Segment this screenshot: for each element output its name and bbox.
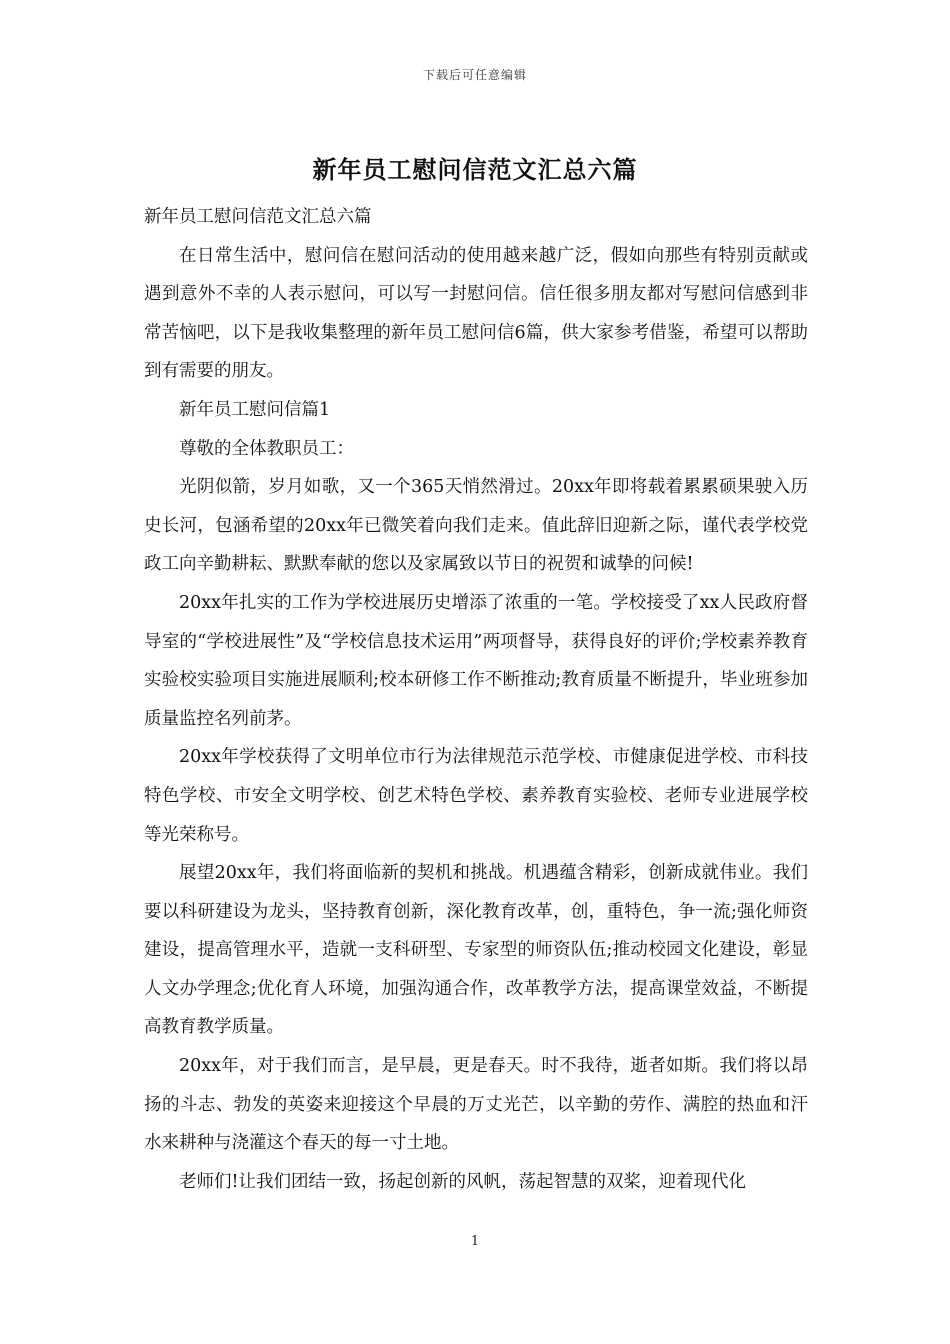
- paragraph: 20xx年扎实的工作为学校进展历史增添了浓重的一笔。学校接受了xx人民政府督导室的“学校进展性”及“学校信息技术运用”两项督导，获得良好的评价;学校素养教育实验校实验项目实施进展顺利;校本研修工作不断推动;教育质量不断提升，毕业班参加质量监控名列前茅。: [144, 592, 808, 729]
- section-heading: 新年员工慰问信篇1: [179, 399, 331, 420]
- document-body: [144, 198, 808, 1201]
- paragraph: 光阴似箭，岁月如歌，又一个365天悄然滑过。20xx年即将载着累累硕果驶入历史长河，包涵希望的20xx年已微笑着向我们走来。值此辞旧迎新之际，谨代表学校党政工向辛勤耕耘、默默奉献的您以及家属致以节日的祝贺和诚挚的问候!: [144, 477, 808, 575]
- paragraph: 20xx年学校获得了文明单位市行为法律规范示范学校、市健康促进学校、市科技特色学校、市安全文明学校、创艺术特色学校、素养教育实验校、老师专业进展学校等光荣称号。: [144, 747, 808, 845]
- paragraph: 展望20xx年，我们将面临新的契机和挑战。机遇蕴含精彩，创新成就伟业。我们要以科研建设为龙头，坚持教育创新，深化教育改革，创，重特色，争一流;强化师资建设，提高管理水平，造就一支科研型、专家型的师资队伍;推动校园文化建设，彰显人文办学理念;优化育人环境，加强沟通合作，改革教学方法，提高课堂效益，不断提高教育教学质量。: [144, 863, 808, 1038]
- document-subtitle: 新年员工慰问信范文汇总六篇: [144, 207, 372, 227]
- header-note: 下载后可任意编辑: [422, 68, 527, 82]
- paragraph: 20xx年，对于我们而言，是早晨，更是春天。时不我待，逝者如斯。我们将以昂扬的斗志、勃发的英姿来迎接这个早晨的万丈光芒，以辛勤的劳作、满腔的热血和汗水来耕种与浇灌这个春天的每一寸土地。: [144, 1056, 808, 1154]
- page-number: 1: [470, 1234, 480, 1249]
- salutation: 尊敬的全体教职员工：: [179, 438, 354, 459]
- paragraph-intro: 在日常生活中，慰问信在慰问活动的使用越来越广泛，假如向那些有特别贡献或遇到意外不幸的人表示慰问，可以写一封慰问信。信任很多朋友都对写慰问信感到非常苦恼吧，以下是我收集整理的新年员工慰问信6篇，供大家参考借鉴，希望可以帮助到有需要的朋友。: [144, 245, 808, 382]
- paragraph: 老师们!让我们团结一致，扬起创新的风帆，荡起智慧的双桨，迎着现代化: [179, 1171, 747, 1192]
- document-title: 新年员工慰问信范文汇总六篇: [312, 155, 638, 184]
